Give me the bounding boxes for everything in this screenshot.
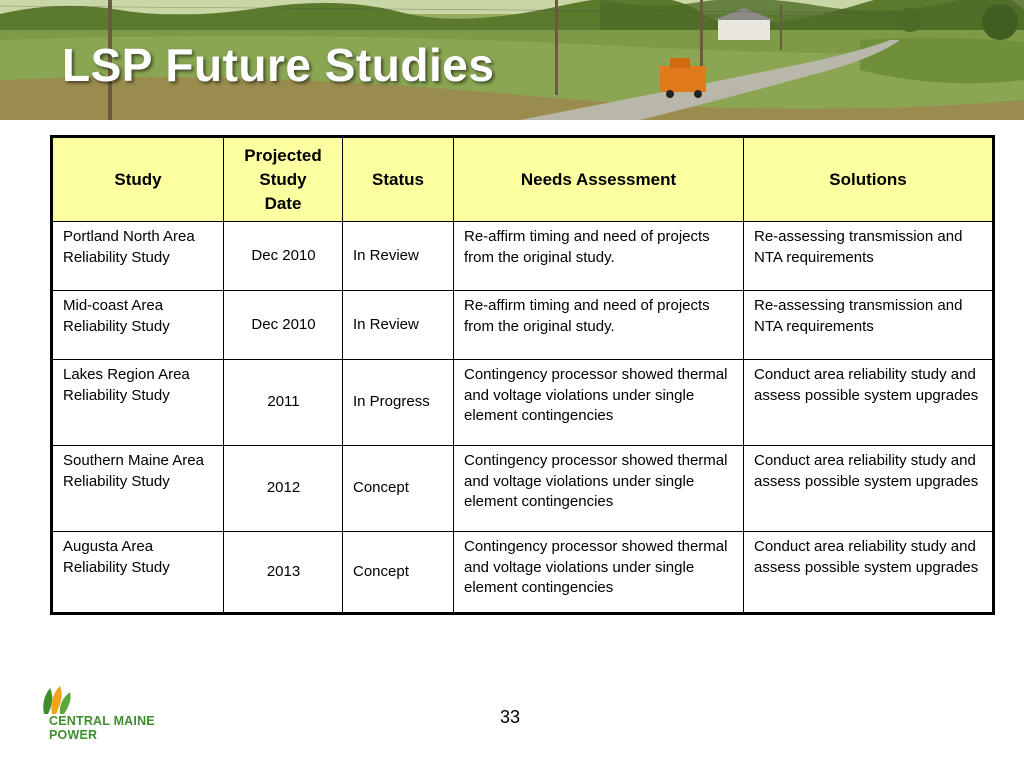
table-row bbox=[52, 360, 994, 446]
cell-study: Lakes Region Area Reliability Study bbox=[52, 360, 224, 446]
cell-needs: Contingency processor showed thermal and voltage violations under single element contingencies bbox=[454, 532, 744, 614]
logo-line1: CENTRAL MAINE bbox=[49, 714, 155, 728]
cell-study: Augusta Area Reliability Study bbox=[52, 532, 224, 614]
table-header-row bbox=[52, 137, 994, 222]
cell-study: Portland North Area Reliability Study bbox=[52, 222, 224, 291]
company-logo-text bbox=[49, 714, 155, 742]
cell-status: Concept bbox=[343, 446, 454, 532]
table-row bbox=[52, 291, 994, 360]
header-date-line1: Projected bbox=[244, 145, 322, 165]
logo-line2: POWER bbox=[49, 728, 98, 742]
cell-solutions: Conduct area reliability study and assess possible system upgrades bbox=[744, 360, 994, 446]
cell-date: 2012 bbox=[224, 446, 343, 532]
header-banner bbox=[0, 0, 1024, 120]
cell-needs: Re-affirm timing and need of projects from the original study. bbox=[454, 291, 744, 360]
cell-study: Mid-coast Area Reliability Study bbox=[52, 291, 224, 360]
header-date-line3: Date bbox=[264, 193, 302, 213]
cell-date: 2011 bbox=[224, 360, 343, 446]
column-header-solutions: Solutions bbox=[744, 137, 994, 222]
cell-status: In Review bbox=[343, 222, 454, 291]
cell-needs: Re-affirm timing and need of projects from the original study. bbox=[454, 222, 744, 291]
central-maine-power-leaf-icon bbox=[40, 686, 74, 716]
cell-status: In Progress bbox=[343, 360, 454, 446]
column-header-projected-date bbox=[224, 137, 343, 222]
cell-solutions: Re-assessing transmission and NTA requirements bbox=[744, 222, 994, 291]
cell-solutions: Conduct area reliability study and assess possible system upgrades bbox=[744, 532, 994, 614]
header-date-line2: Study bbox=[259, 169, 307, 189]
studies-table-container bbox=[50, 135, 992, 615]
page-number: 33 bbox=[500, 707, 521, 727]
cell-needs: Contingency processor showed thermal and voltage violations under single element contingencies bbox=[454, 446, 744, 532]
table-row bbox=[52, 446, 994, 532]
cell-status: In Review bbox=[343, 291, 454, 360]
table-row bbox=[52, 222, 994, 291]
cell-date: Dec 2010 bbox=[224, 222, 343, 291]
column-header-status: Status bbox=[343, 137, 454, 222]
cell-date: 2013 bbox=[224, 532, 343, 614]
column-header-study: Study bbox=[52, 137, 224, 222]
column-header-needs-assessment: Needs Assessment bbox=[454, 137, 744, 222]
cell-date: Dec 2010 bbox=[224, 291, 343, 360]
cell-solutions: Re-assessing transmission and NTA requirements bbox=[744, 291, 994, 360]
studies-table bbox=[50, 135, 995, 615]
cell-study: Southern Maine Area Reliability Study bbox=[52, 446, 224, 532]
slide-title: LSP Future Studies bbox=[62, 39, 495, 91]
cell-status: Concept bbox=[343, 532, 454, 614]
table-row bbox=[52, 532, 994, 614]
cell-solutions: Conduct area reliability study and assess possible system upgrades bbox=[744, 446, 994, 532]
cell-needs: Contingency processor showed thermal and voltage violations under single element contingencies bbox=[454, 360, 744, 446]
